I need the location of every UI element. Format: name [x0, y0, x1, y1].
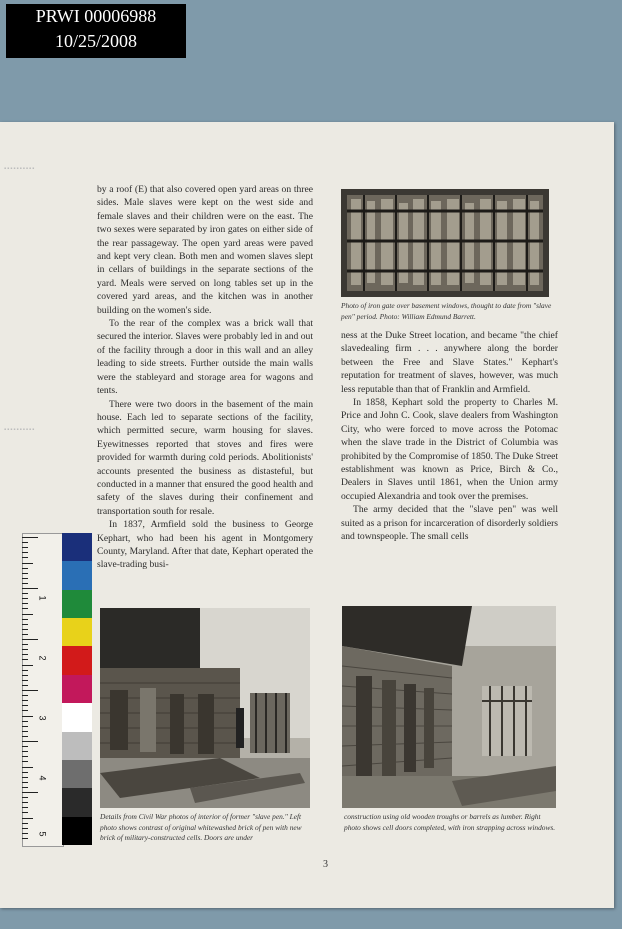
ruler-tick [22, 583, 28, 584]
ruler-tick [22, 807, 28, 808]
ruler-tick [22, 797, 28, 798]
paragraph: by a roof (E) that also covered open yard areas on three sides. Male slaves were kept on the west side and female slaves and their children were on the east. The two sexes were separated by iron gates on either side of the rear passageway. The open yard areas were paved and kept very clean. Both men and women slaves slept in cellars of buildings in the separate sections of the yard. Meals were served on long tables set up in the covered yard areas, and the kitchen was in another building on the women's side. [97, 184, 313, 316]
color-swatch [62, 675, 92, 703]
archive-id: PRWI 00006988 [35, 6, 157, 26]
paragraph: There were two doors in the basement of the main house. Each led to separate sections of the facility, which permitted secure, warm housing for slaves. Eyewitnesses reported that stoves and fires were provided for warmth during cold periods. Abolitionists' accounts presented the business as distasteful, but conducted in a manner that ensured the good health and safety of the slaves during their confinement and transportation south for resale. [97, 398, 313, 517]
ruler-tick [22, 619, 28, 620]
ruler-tick [22, 736, 28, 737]
ruler-tick [22, 823, 28, 824]
color-swatch [62, 646, 92, 674]
ruler-tick [22, 818, 33, 819]
document-page [0, 122, 614, 908]
color-swatch [62, 618, 92, 646]
iron-gate-photo [341, 189, 549, 297]
right-text-column [341, 329, 558, 544]
slave-pen-right-image [342, 606, 556, 808]
ruler-tick [22, 542, 28, 543]
ruler-tick [22, 705, 28, 706]
ruler-tick [22, 680, 28, 681]
color-swatch [62, 732, 92, 760]
ruler-tick [22, 761, 28, 762]
ruler-tick [22, 654, 28, 655]
ruler-tick [22, 547, 28, 548]
ruler-tick [22, 665, 33, 666]
color-swatch [62, 760, 92, 788]
ruler-tick [22, 659, 28, 660]
bleed-through-mark: ▪▪▪▪▪▪▪▪▪▪ [4, 166, 36, 172]
ruler-tick [22, 552, 28, 553]
ruler-tick [22, 721, 28, 722]
ruler-tick [22, 802, 28, 803]
ruler-tick [22, 675, 28, 676]
ruler-tick [22, 772, 28, 773]
ruler-tick [22, 782, 28, 783]
ruler-tick [22, 710, 28, 711]
ruler-tick [22, 838, 28, 839]
ruler-tick [22, 756, 28, 757]
left-text-column [97, 183, 313, 572]
ruler-tick [22, 598, 28, 599]
paragraph: To the rear of the complex was a brick wall that secured the interior. Slaves were probably led in and out of the facility through a door in this wall and an alley leading to side streets. Further outside the main walls were the stableyard and storage area for wagons and tents. [97, 318, 313, 397]
ruler-mark: 5 [37, 831, 48, 837]
paragraph: In 1837, Armfield sold the business to George Kephart, who had been his agent in Montgomery County, Maryland. After that date, Kephart operated the slave-trading busi- [97, 519, 313, 571]
ruler-mark: 3 [37, 715, 48, 721]
ruler-tick [22, 777, 28, 778]
color-swatch [62, 590, 92, 618]
ruler-tick [22, 670, 28, 671]
ruler-tick [22, 624, 28, 625]
ruler-tick [22, 537, 38, 538]
ruler-mark: 2 [37, 655, 48, 661]
ruler-tick [22, 833, 28, 834]
caption-left-photo: Details from Civil War photos of interior of former "slave pen." Left photo shows contrast of original whitewashed brick of pen with new brick of military-constructed cells. Doors are under [100, 812, 302, 843]
ruler-mark: 1 [37, 595, 48, 601]
ruler-tick [22, 644, 28, 645]
ruler-tick [22, 685, 28, 686]
ruler-tick [22, 828, 28, 829]
ruler-tick [22, 608, 28, 609]
ruler-tick [22, 690, 38, 691]
ruler-tick [22, 573, 28, 574]
ruler-tick [22, 741, 38, 742]
ruler-mark: 4 [37, 775, 48, 781]
ruler-tick [22, 716, 33, 717]
ruler-tick [22, 639, 38, 640]
ruler-tick [22, 603, 28, 604]
ruler-tick [22, 767, 33, 768]
slave-pen-left-photo [100, 608, 310, 808]
ruler-tick [22, 593, 28, 594]
color-swatch [62, 703, 92, 731]
color-swatch [62, 561, 92, 589]
ruler-tick [22, 787, 28, 788]
ruler-tick [22, 557, 28, 558]
ruler-tick [22, 751, 28, 752]
ruler-tick [22, 726, 28, 727]
ruler-tick [22, 634, 28, 635]
page-number: 3 [323, 859, 328, 870]
ruler-tick [22, 812, 28, 813]
slave-pen-left-image [100, 608, 310, 808]
color-swatch [62, 817, 92, 845]
color-swatch [62, 533, 92, 561]
paragraph: In 1858, Kephart sold the property to Charles M. Price and John C. Cook, slave dealers from Washington City, who were forced to move across the Potomac when the slave trade in the District of Columbia was prohibited by the Compromise of 1850. The Duke Street establishment was known as Price, Birch & Co., Dealers in Slaves until 1861, when the Union army occupied Alexandria and took over the premises. [341, 397, 558, 502]
ruler-tick [22, 700, 28, 701]
ruler-tick [22, 695, 28, 696]
archive-label [6, 4, 186, 58]
slave-pen-right-photo [342, 606, 556, 808]
caption-right-photo: construction using old wooden troughs or barrels as lumber. Right photo shows cell doors completed, with iron strapping across windows. [344, 812, 556, 832]
bleed-through-mark: ▪▪▪▪▪▪▪▪▪▪ [4, 427, 36, 433]
ruler-tick [22, 629, 28, 630]
ruler-tick [22, 746, 28, 747]
color-calibration-ruler [22, 533, 92, 845]
ruler-tick [22, 792, 38, 793]
ruler-tick [22, 614, 33, 615]
ruler-tick [22, 568, 28, 569]
iron-gate-image [341, 189, 549, 297]
paragraph: ness at the Duke Street location, and became "the chief slavedealing firm . . . anywhere along the border between the Free and Slave States." Kephart's reputation for treatment of slaves, however, was much less reputable than that of Franklin and Armfield. [341, 330, 558, 395]
ruler-tick [22, 578, 28, 579]
color-swatch [62, 788, 92, 816]
caption-iron-gate: Photo of iron gate over basement windows, thought to date from "slave pen" period. Photo: William Edmund Barrett. [341, 301, 552, 321]
ruler-tick [22, 649, 28, 650]
archive-date: 10/25/2008 [54, 31, 137, 51]
paragraph: The army decided that the "slave pen" was well suited as a prison for incarceration of disorderly soldiers and townspeople. The small cells [341, 504, 558, 543]
ruler-tick [22, 588, 38, 589]
ruler-tick [22, 563, 33, 564]
ruler-tick [22, 731, 28, 732]
